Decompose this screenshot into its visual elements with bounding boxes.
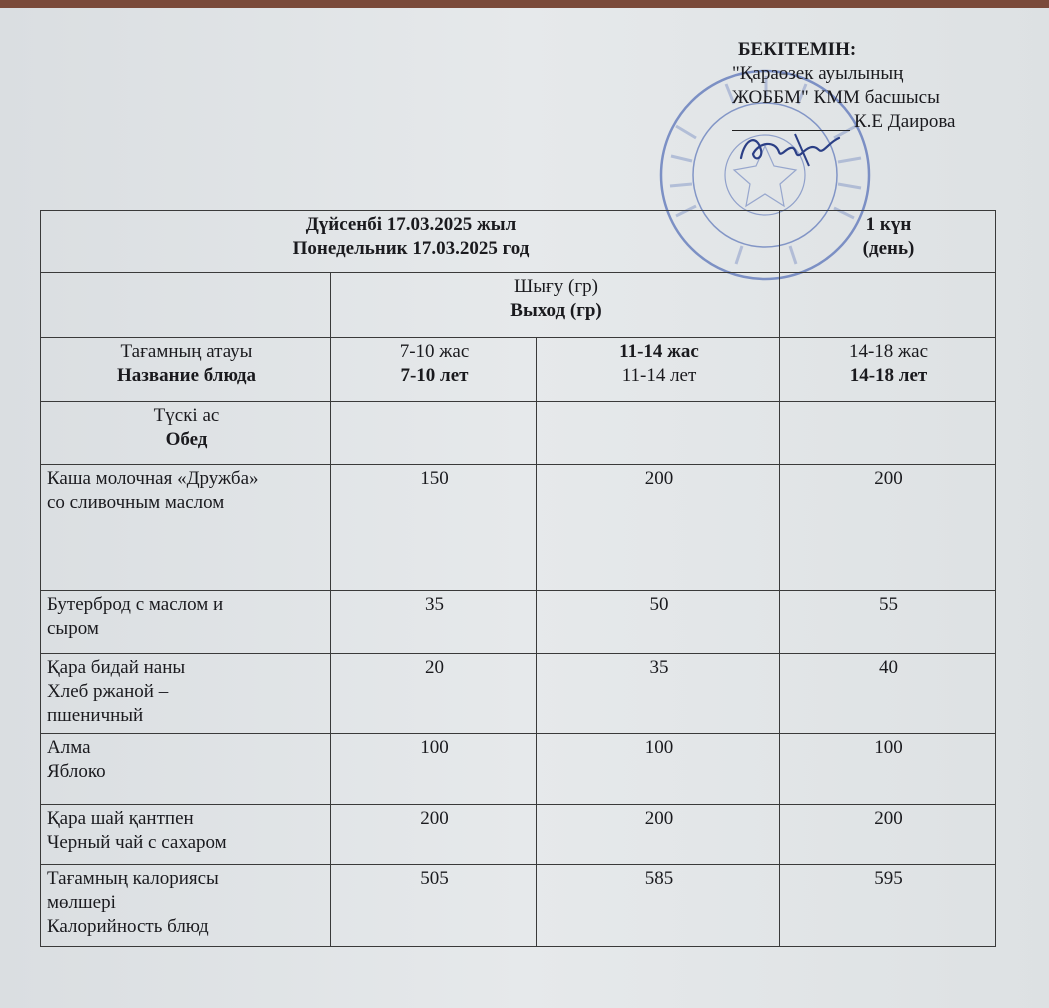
- value-age1: 150: [331, 465, 537, 591]
- dish-name-line: Хлеб ржаной –: [47, 681, 169, 702]
- approval-line-1: "Қараөзек ауылының: [732, 63, 904, 84]
- date-cell: [41, 211, 780, 273]
- col-dish: [41, 338, 331, 402]
- dish-name-line: мөлшері: [47, 892, 116, 913]
- output-empty-right: [780, 273, 996, 338]
- dish-name: [41, 865, 331, 947]
- value-age1: 35: [331, 591, 537, 654]
- value-age1: 100: [331, 734, 537, 805]
- dish-name-line: Калорийность блюд: [47, 916, 209, 937]
- table-row: [41, 591, 996, 654]
- menu-table: [40, 210, 996, 947]
- value-age3: 100: [780, 734, 996, 805]
- date-ru: Понедельник 17.03.2025 год: [292, 238, 530, 259]
- value-age2: 200: [537, 465, 780, 591]
- meal-cell: [41, 402, 331, 465]
- column-header-row: [41, 338, 996, 402]
- value-age3: 200: [780, 805, 996, 865]
- dish-name: [41, 654, 331, 734]
- value-age1: 20: [331, 654, 537, 734]
- value-age1: 200: [331, 805, 537, 865]
- dish-name-line: Черный чай с сахаром: [47, 832, 227, 853]
- dish-name-line: пшеничный: [47, 705, 144, 726]
- col-age3-ru: 14-18 лет: [849, 365, 928, 386]
- dish-name: [41, 591, 331, 654]
- value-age1: 505: [331, 865, 537, 947]
- day-ru: (день): [862, 238, 915, 259]
- dish-name-line: Яблоко: [47, 761, 106, 782]
- dish-name-line: Бутерброд с маслом и: [47, 594, 224, 615]
- meal-kz: Түскі ас: [153, 405, 220, 426]
- output-kz: Шығу (гр): [514, 276, 598, 297]
- dish-name-line: Қара бидай наны: [47, 657, 186, 678]
- value-age2: 200: [537, 805, 780, 865]
- value-age3: 595: [780, 865, 996, 947]
- dish-name-line: со сливочным маслом: [47, 492, 225, 513]
- meal-ru: Обед: [165, 429, 208, 450]
- dish-name: [41, 465, 331, 591]
- output-ru: Выход (гр): [510, 300, 602, 321]
- day-kz: 1 күн: [865, 214, 912, 235]
- meal-empty-2: [537, 402, 780, 465]
- col-age1-kz: 7-10 жас: [399, 341, 470, 362]
- day-cell: [780, 211, 996, 273]
- col-age3-kz: 14-18 жас: [848, 341, 929, 362]
- value-age2: 585: [537, 865, 780, 947]
- value-age3: 40: [780, 654, 996, 734]
- table-row: [41, 734, 996, 805]
- meal-empty-3: [780, 402, 996, 465]
- dish-name-line: Тағамның калориясы: [47, 868, 219, 889]
- approval-block: [732, 38, 1032, 134]
- value-age3: 55: [780, 591, 996, 654]
- col-age3: [780, 338, 996, 402]
- table-row: [41, 805, 996, 865]
- table-row: [41, 654, 996, 734]
- value-age2: 50: [537, 591, 780, 654]
- header-row: [41, 211, 996, 273]
- table-row: [41, 465, 996, 591]
- value-age3: 200: [780, 465, 996, 591]
- dish-name: [41, 734, 331, 805]
- col-age1-ru: 7-10 лет: [400, 365, 469, 386]
- col-dish-ru: Название блюда: [117, 365, 256, 386]
- value-age2: 100: [537, 734, 780, 805]
- approval-title: БЕКІТЕМІН:: [738, 39, 857, 60]
- dish-name-line: Қара шай қантпен: [47, 808, 194, 829]
- dish-name-line: Алма: [47, 737, 91, 758]
- table-row: [41, 865, 996, 947]
- background-edge: [0, 0, 1049, 8]
- meal-row: [41, 402, 996, 465]
- col-age2-kz: 11-14 жас: [619, 341, 699, 362]
- approval-signer: К.Е Даирова: [854, 111, 956, 132]
- col-age2: [537, 338, 780, 402]
- output-cell: [331, 273, 780, 338]
- col-age2-ru: 11-14 лет: [621, 365, 697, 386]
- output-row: [41, 273, 996, 338]
- dish-name: [41, 805, 331, 865]
- meal-empty-1: [331, 402, 537, 465]
- col-age1: [331, 338, 537, 402]
- dish-name-line: сыром: [47, 618, 99, 639]
- date-kz: Дүйсенбі 17.03.2025 жыл: [305, 214, 517, 235]
- output-empty-left: [41, 273, 331, 338]
- col-dish-kz: Тағамның атауы: [120, 341, 253, 362]
- value-age2: 35: [537, 654, 780, 734]
- handwritten-signature: [735, 128, 845, 168]
- dish-name-line: Каша молочная «Дружба»: [47, 468, 259, 489]
- approval-line-2: ЖОББМ" КММ басшысы: [732, 87, 940, 108]
